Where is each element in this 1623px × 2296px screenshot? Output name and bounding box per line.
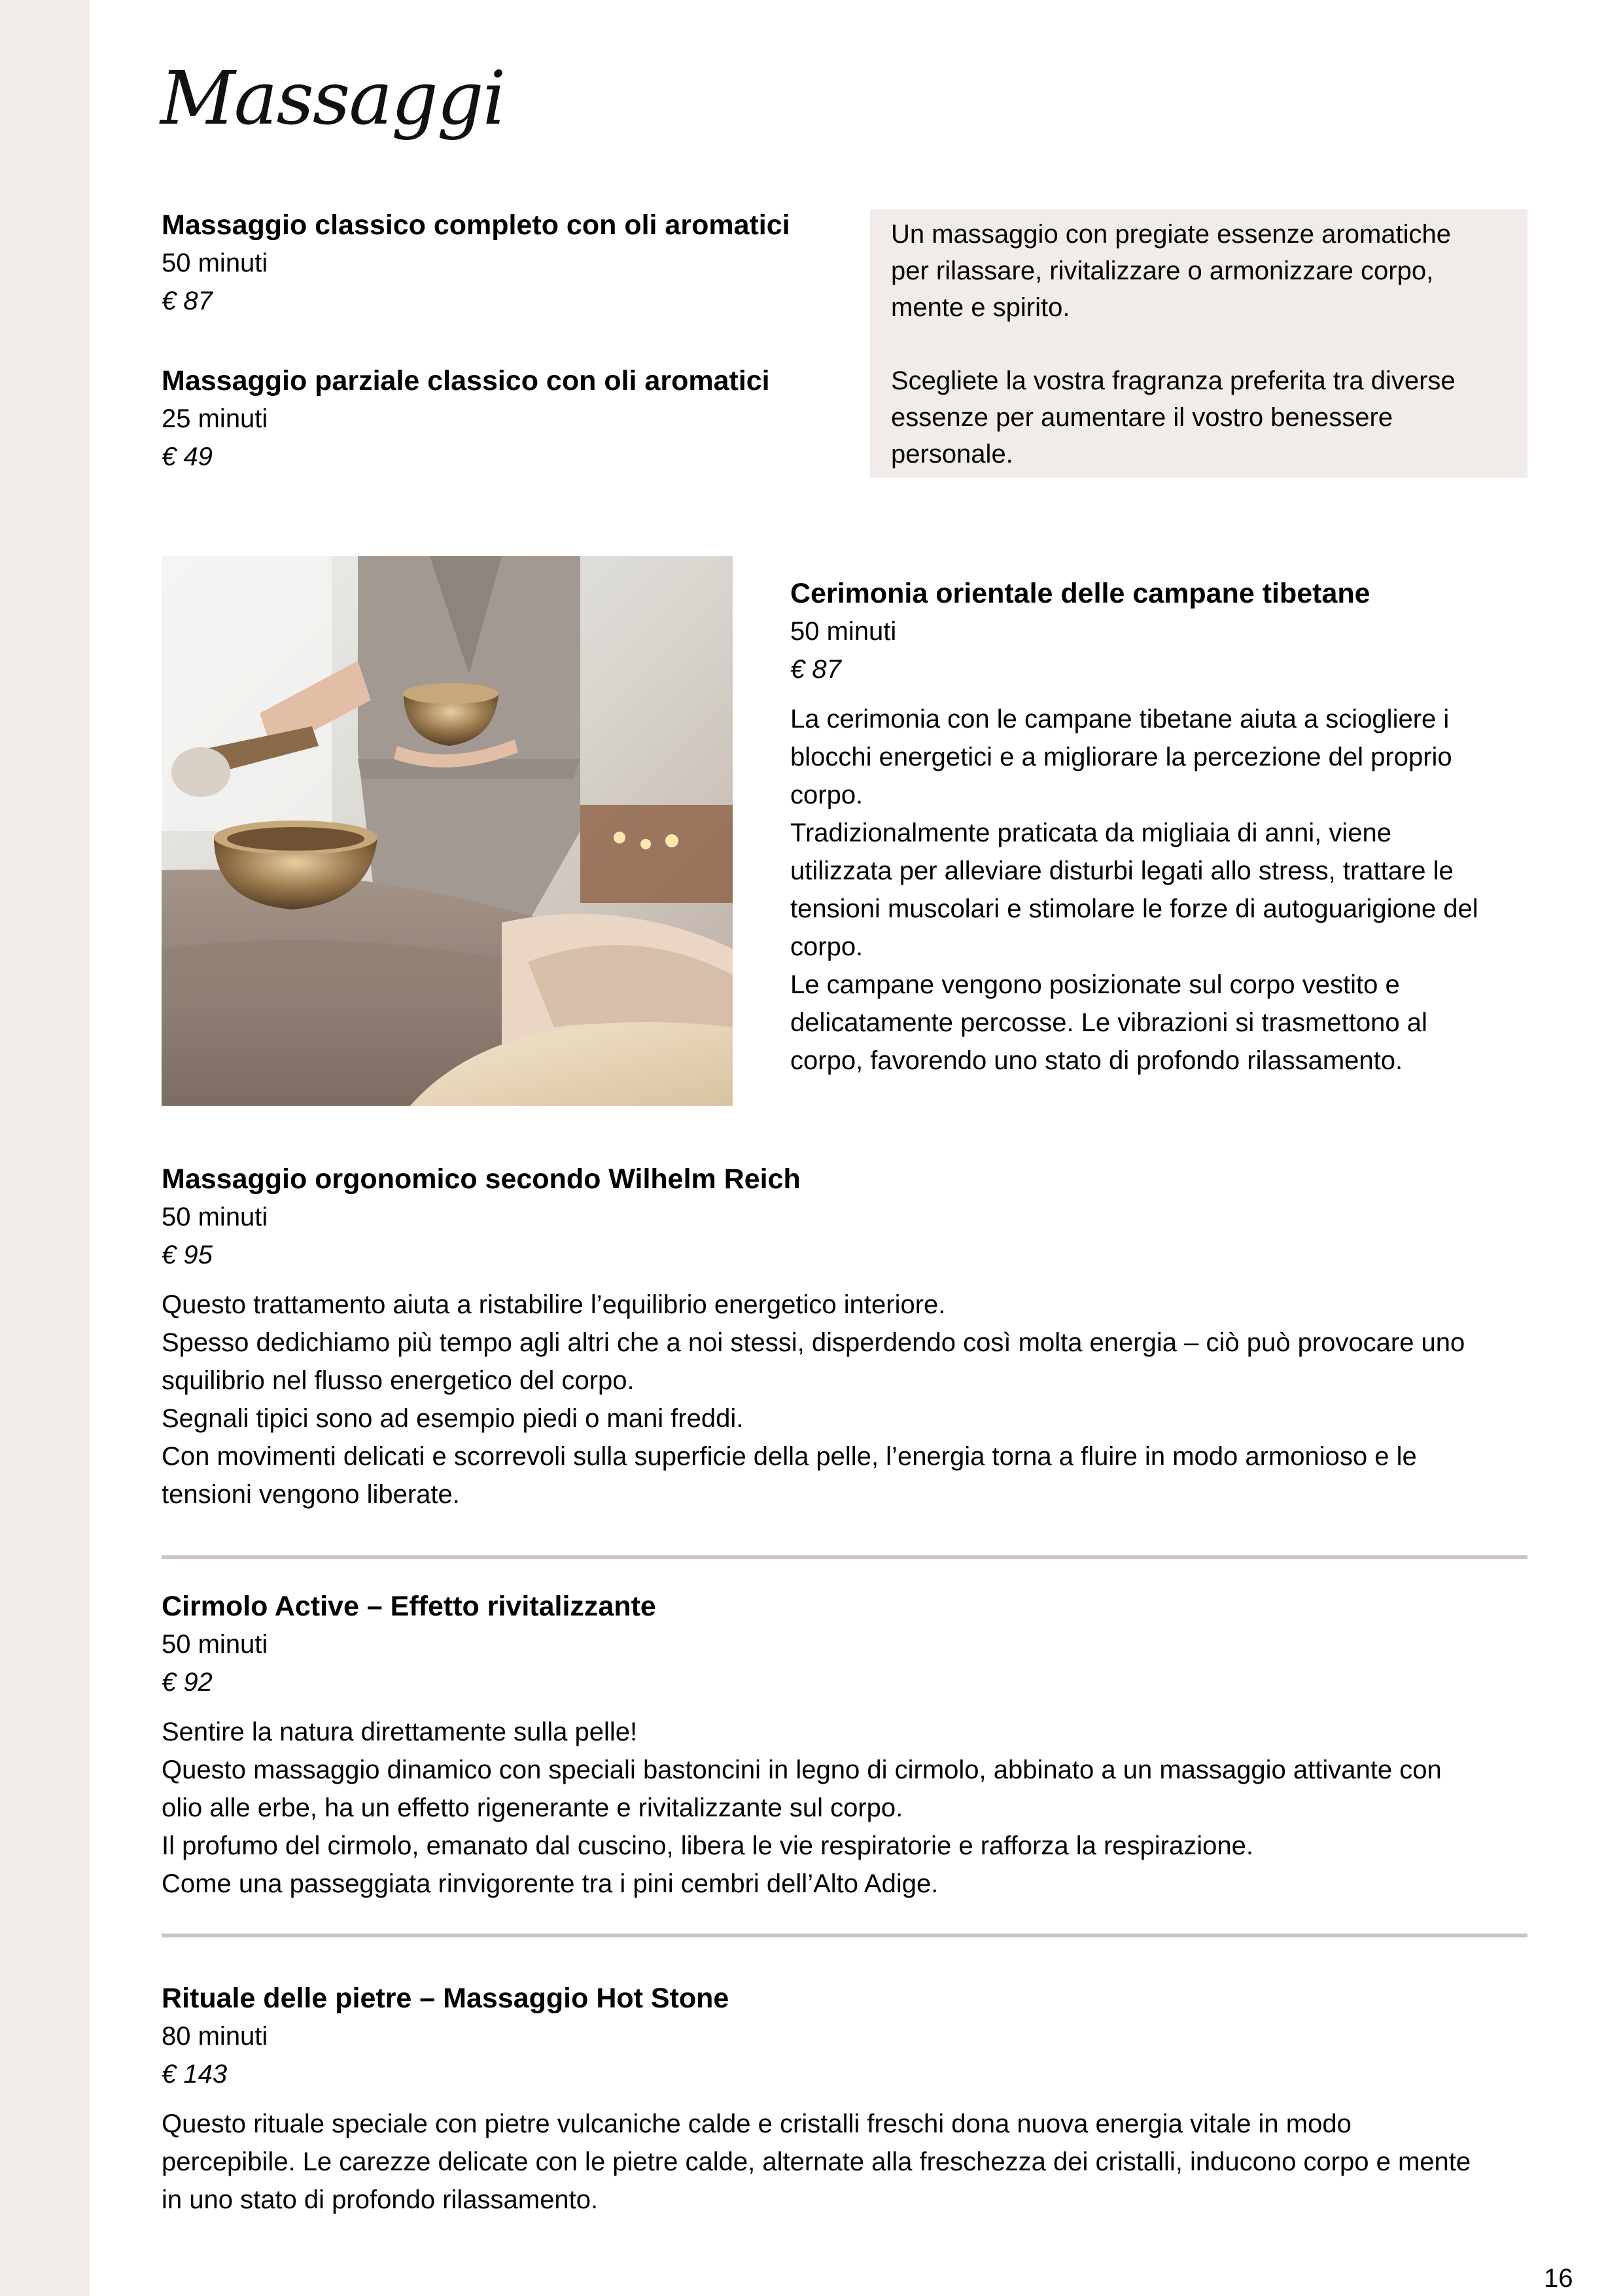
treatment-title: Rituale delle pietre – Massaggio Hot Stone: [162, 1983, 729, 2014]
page-number: 16: [1544, 2264, 1573, 2293]
description-line: Questo massaggio dinamico con speciali bastoncini in legno di cirmolo, abbinato a un massaggio attivante con: [162, 1756, 1442, 1784]
description-line: in uno stato di profondo rilassamento.: [162, 2185, 599, 2214]
description-line: blocchi energetici e a migliorare la percezione del proprio: [790, 743, 1452, 771]
description-line: olio alle erbe, ha un effetto rigenerante e rivitalizzante sul corpo.: [162, 1793, 903, 1822]
section-divider: [162, 1555, 1527, 1559]
aromatic-description-box: [870, 209, 1527, 478]
treatment-title: Cirmolo Active – Effetto rivitalizzante: [162, 1591, 656, 1622]
description-line: Un massaggio con pregiate essenze aromatiche: [891, 220, 1452, 249]
description-line: tensioni muscolari e stimolare le forze di autoguarigione del: [790, 894, 1478, 923]
description-line: percepibile. Le carezze delicate con le pietre calde, alternate alla freschezza dei cristalli, inducono corpo e mente: [162, 2147, 1471, 2176]
description-line: Tradizionalmente praticata da migliaia di anni, viene: [790, 819, 1392, 847]
tibetan-section: [790, 574, 1529, 1080]
description-line: per rilassare, rivitalizzare o armonizzare corpo,: [891, 256, 1434, 285]
treatment-item: [162, 206, 848, 320]
description-line: Questo trattamento aiuta a ristabilire l’equilibrio energetico interiore.: [162, 1290, 946, 1319]
treatment-description: [162, 2105, 1535, 2219]
section-divider: [162, 1934, 1527, 1937]
page-title: Massaggi: [160, 56, 505, 141]
singing-bowl-illustration: [162, 556, 733, 1106]
description-line: Sentire la natura direttamente sulla pelle!: [162, 1718, 638, 1746]
treatment-description: [162, 1713, 1535, 1903]
reich-section: [162, 1160, 1535, 1513]
description-line: delicatamente percosse. Le vibrazioni si trasmettono al: [790, 1008, 1427, 1037]
treatment-price: € 95: [162, 1241, 213, 1269]
description-line: corpo.: [790, 781, 864, 809]
treatment-title: Cerimonia orientale delle campane tibetane: [790, 578, 1370, 609]
treatment-title: Massaggio parziale classico con oli aromatici: [162, 365, 770, 397]
treatment-duration: 80 minuti: [162, 2022, 268, 2051]
treatment-duration: 25 minuti: [162, 404, 268, 433]
description-line: corpo.: [790, 932, 864, 961]
treatment-item: [162, 362, 848, 476]
treatment-price: € 87: [162, 287, 213, 315]
treatment-duration: 50 minuti: [162, 1630, 268, 1659]
cirmolo-section: [162, 1587, 1535, 1903]
side-strip: [0, 0, 90, 2296]
treatment-duration: 50 minuti: [162, 249, 268, 277]
description-line: essenze per aumentare il vostro benessere: [891, 403, 1393, 432]
description-line: Segnali tipici sono ad esempio piedi o mani freddi.: [162, 1404, 744, 1433]
description-line: personale.: [891, 440, 1013, 468]
description-line: Scegliete la vostra fragranza preferita tra diverse: [891, 366, 1456, 395]
treatment-duration: 50 minuti: [790, 617, 897, 646]
treatment-price: € 49: [162, 442, 213, 471]
treatment-duration: 50 minuti: [162, 1203, 268, 1231]
description-line: Questo rituale speciale con pietre vulcaniche calde e cristalli freschi dona nuova energia vitale in modo: [162, 2110, 1352, 2138]
treatment-price: € 92: [162, 1668, 213, 1697]
treatment-title: Massaggio orgonomico secondo Wilhelm Reich: [162, 1163, 801, 1195]
description-line: tensioni vengono liberate.: [162, 1480, 460, 1509]
hotstone-section: [162, 1979, 1535, 2219]
treatment-price: € 87: [790, 655, 841, 684]
description-line: mente e spirito.: [891, 293, 1070, 322]
description-line: Il profumo del cirmolo, emanato dal cuscino, libera le vie respiratorie e rafforza la respirazione.: [162, 1831, 1253, 1860]
aromatic-items: [162, 206, 848, 476]
description-line: utilizzata per alleviare disturbi legati allo stress, trattare le: [790, 857, 1454, 885]
description-line: Le campane vengono posizionate sul corpo vestito e: [790, 970, 1400, 999]
treatment-price: € 143: [162, 2060, 228, 2089]
description-line: La cerimonia con le campane tibetane aiuta a sciogliere i: [790, 705, 1450, 733]
description-line: corpo, favorendo uno stato di profondo rilassamento.: [790, 1046, 1403, 1075]
description-line: Spesso dedichiamo più tempo agli altri che a noi stessi, disperdendo così molta energia – ciò può provocare uno: [162, 1328, 1465, 1357]
treatment-description: [790, 700, 1529, 1080]
description-line: Con movimenti delicati e scorrevoli sulla superficie della pelle, l’energia torna a fluire in modo armonioso e le: [162, 1442, 1417, 1471]
description-line: Come una passeggiata rinvigorente tra i pini cembri dell’Alto Adige.: [162, 1869, 939, 1898]
description-line: squilibrio nel flusso energetico del corpo.: [162, 1366, 635, 1395]
treatment-description: [162, 1286, 1535, 1513]
singing-bowl-photo: [162, 556, 733, 1106]
treatment-title: Massaggio classico completo con oli aromatici: [162, 209, 790, 241]
